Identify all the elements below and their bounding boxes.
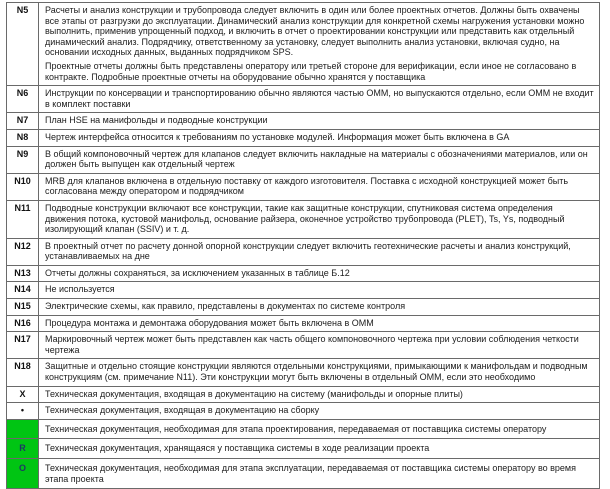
note-id-cell: N17	[7, 332, 39, 359]
note-id-cell: N6	[7, 86, 39, 113]
table-row	[7, 200, 600, 238]
note-text-cell	[39, 332, 600, 359]
table-row	[7, 282, 600, 299]
note-paragraph: В общий компоновочный чертеж для клапанов следует включить накладные на материалы с обозначениями материалов, или он должен быть выпущен как отдельный чертеж	[45, 148, 588, 170]
note-text-cell	[39, 265, 600, 282]
note-id-cell: X	[7, 386, 39, 403]
note-paragraph: Техническая документация, входящая в документацию на систему (манифольды и опорные плиты)	[45, 388, 463, 399]
note-text-cell	[39, 129, 600, 146]
note-paragraph: Расчеты и анализ конструкции и трубопровода следует включить в один или более проектных отчетов. Должны быть охвачены все этапы от разгрузки до эксплуатации. Динамический анализ конструкции для конкретной схемы нагружения установки можно выполнить, применив упрощенный подход, и включить в отчет о проектировании конструкции или представить как отдельный динамический анализ. Подрядчику, ответственному за установку, следует выполнить анализ установки, включая судно, на основании исходных данных, выданных подрядчиком SPS.	[45, 5, 585, 58]
note-id-cell: N11	[7, 200, 39, 238]
table-row	[7, 3, 600, 86]
table-row	[7, 459, 600, 489]
note-paragraph: Проектные отчеты должны быть представлены оператору или третьей стороне для верификации, если иное не согласовано в контракте. Подробные проектные отчеты на оборудование обычно хранятся у поставщика	[45, 60, 577, 82]
note-text-cell	[39, 86, 600, 113]
note-id-cell: •	[7, 403, 39, 420]
note-id-cell: N10	[7, 173, 39, 200]
note-paragraph: В проектный отчет по расчету донной опорной конструкции следует включить геотехнические расчеты и анализ конструкций, устанавливаемых на дне	[45, 240, 571, 262]
legend-key-cell: R	[7, 439, 39, 459]
table-row	[7, 129, 600, 146]
table-row	[7, 86, 600, 113]
note-paragraph: Техническая документация, входящая в документацию на сборку	[45, 405, 320, 416]
table-row	[7, 386, 600, 403]
note-paragraph: Техническая документация, необходимая для этапа эксплуатации, передаваемая от поставщика системы оператору во время этапа проекта	[45, 463, 576, 484]
table-row	[7, 146, 600, 173]
note-paragraph: Отчеты должны сохраняться, за исключением указанных в таблице Б.12	[45, 267, 350, 278]
table-row	[7, 439, 600, 459]
table-row	[7, 419, 600, 439]
note-id-cell: N14	[7, 282, 39, 299]
note-paragraph: Защитные и отдельно стоящие конструкции являются отдельными конструкциями, примыкающими к манифольдам и подводным конструкциям (см. примечание N11). Эти конструкции могут быть включены в отдельный ОММ, если это необходимо	[45, 361, 588, 383]
note-id-cell: N12	[7, 238, 39, 265]
note-paragraph: Чертеж интерфейса относится к требованиям по установке модулей. Информация может быть включена в GA	[45, 131, 510, 142]
note-text-cell	[39, 403, 600, 420]
note-paragraph: План HSE на манифольды и подводные конструкции	[45, 115, 268, 126]
note-text-cell	[39, 386, 600, 403]
table-row	[7, 359, 600, 386]
note-id-cell: N7	[7, 113, 39, 130]
note-text-cell	[39, 113, 600, 130]
table-row	[7, 403, 600, 420]
notes-table-body	[7, 3, 600, 489]
note-id-cell: N8	[7, 129, 39, 146]
note-paragraph: Техническая документация, хранящаяся у поставщика системы в ходе реализации проекта	[45, 443, 430, 454]
table-row	[7, 238, 600, 265]
note-id-cell: N15	[7, 299, 39, 316]
note-paragraph: Не используется	[45, 284, 115, 295]
note-id-cell: N16	[7, 315, 39, 332]
note-text-cell	[39, 419, 600, 439]
note-paragraph: MRB для клапанов включена в отдельную поставку от каждого изготовителя. Поставка с исходной конструкцией может быть согласована между оператором и подрядчиком	[45, 175, 569, 197]
note-text-cell	[39, 299, 600, 316]
table-row	[7, 315, 600, 332]
notes-table	[6, 2, 600, 489]
table-row	[7, 265, 600, 282]
note-text-cell	[39, 439, 600, 459]
note-text-cell	[39, 282, 600, 299]
note-text-cell	[39, 359, 600, 386]
note-text-cell	[39, 200, 600, 238]
note-paragraph: Инструкции по консервации и транспортированию обычно являются частью ОММ, но выпускаются отдельно, если ОММ не входит в комплект поставки	[45, 88, 594, 109]
note-paragraph: Маркировочный чертеж может быть представлен как часть общего компоновочного чертежа при условии соблюдения четкости чертежа	[45, 334, 579, 355]
table-row	[7, 113, 600, 130]
note-paragraph: Техническая документация, необходимая для этапа проектирования, передаваемая от поставщика системы оператору	[45, 423, 547, 434]
note-text-cell	[39, 459, 600, 489]
note-text-cell	[39, 238, 600, 265]
note-text-cell	[39, 315, 600, 332]
table-row	[7, 332, 600, 359]
note-id-cell: N13	[7, 265, 39, 282]
note-id-cell: N18	[7, 359, 39, 386]
table-row	[7, 299, 600, 316]
table-row	[7, 173, 600, 200]
note-paragraph: Процедура монтажа и демонтажа оборудования может быть включена в ОММ	[45, 317, 374, 328]
note-id-cell: N9	[7, 146, 39, 173]
legend-key-cell	[7, 419, 39, 439]
note-text-cell	[39, 146, 600, 173]
note-id-cell: N5	[7, 3, 39, 86]
note-text-cell	[39, 173, 600, 200]
note-paragraph: Электрические схемы, как правило, представлены в документах по системе контроля	[45, 301, 406, 312]
legend-key-cell: O	[7, 459, 39, 489]
note-paragraph: Подводные конструкции включают все конструкции, такие как защитные конструкции, спутниковая система определения движения потока, кустовой манифольд, основание райзера, оконечное устройство трубопровода (PLET), Ts, Ys, подводный изолирующий клапан (SSIV) и т. д.	[45, 202, 565, 235]
note-text-cell	[39, 3, 600, 86]
